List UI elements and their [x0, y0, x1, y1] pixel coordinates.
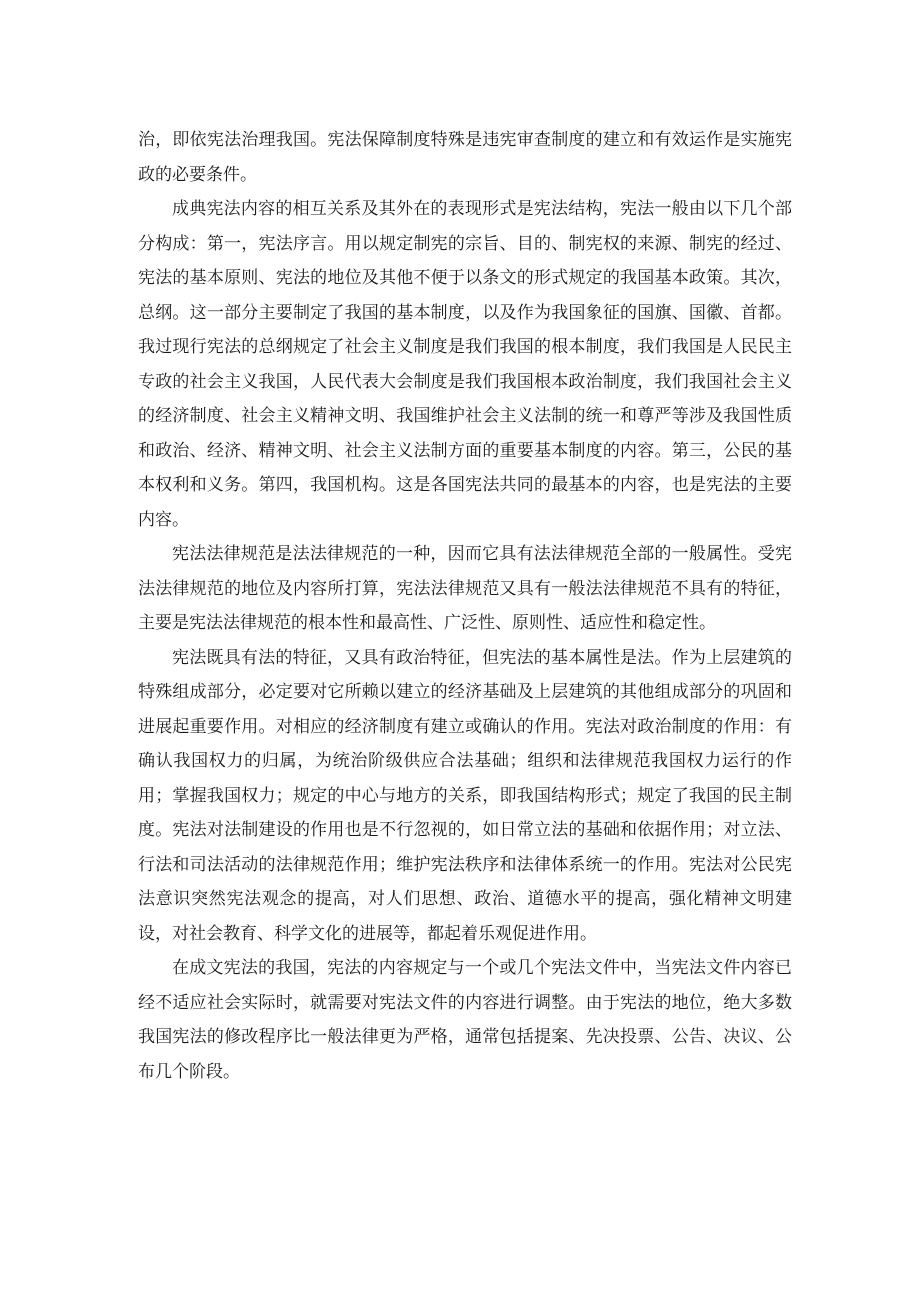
paragraph-5: 在成文宪法的我国，宪法的内容规定与一个或几个宪法文件中，当宪法文件内容已经不适应社会实际时，就需要对宪法文件的内容进行调整。由于宪法的地位，绝大多数我国宪法的修改程序比一般法律更为严格，通常包括提案、先决投票、公告、决议、公布几个阶段。	[138, 958, 792, 1082]
paragraph-1: 治，即依宪法治理我国。宪法保障制度特殊是违宪审查制度的建立和有效运作是实施宪政的必要条件。	[138, 130, 792, 185]
paragraph-4: 宪法既具有法的特征，又具有政治特征，但宪法的基本属性是法。作为上层建筑的特殊组成部分，必定要对它所赖以建立的经济基础及上层建筑的其他组成部分的巩固和进展起重要作用。对相应的经济制度有建立或确认的作用。宪法对政治制度的作用：有确认我国权力的归属，为统治阶级供应合法基础；组织和法律规范我国权力运行的作用；掌握我国权力；规定的中心与地方的关系，即我国结构形式；规定了我国的民主制度。宪法对法制建设的作用也是不行忽视的，如日常立法的基础和依据作用；对立法、行法和司法活动的法律规范作用；维护宪法秩序和法律体系统一的作用。宪法对公民宪法意识突然宪法观念的提高，对人们思想、政治、道德水平的提高，强化精神文明建设，对社会教育、科学文化的进展等，都起着乐观促进作用。	[138, 647, 792, 944]
paragraph-3: 宪法法律规范是法法律规范的一种，因而它具有法法律规范全部的一般属性。受宪法法律规范的地位及内容所打算，宪法法律规范又具有一般法法律规范不具有的特征，主要是宪法法律规范的根本性和最高性、广泛性、原则性、适应性和稳定性。	[138, 544, 792, 633]
document-body	[138, 123, 792, 1089]
paragraph-2: 成典宪法内容的相互关系及其外在的表现形式是宪法结构，宪法一般由以下几个部分构成：第一，宪法序言。用以规定制宪的宗旨、目的、制宪权的来源、制宪的经过、宪法的基本原则、宪法的地位及其他不便于以条文的形式规定的我国基本政策。其次，总纲。这一部分主要制定了我国的基本制度，以及作为我国象征的国旗、国徽、首都。我过现行宪法的总纲规定了社会主义制度是我们我国的根本制度，我们我国是人民民主专政的社会主义我国，人民代表大会制度是我们我国根本政治制度，我们我国社会主义的经济制度、社会主义精神文明、我国维护社会主义法制的统一和尊严等涉及我国性质和政治、经济、精神文明、社会主义法制方面的重要基本制度的内容。第三，公民的基本权利和义务。第四，我国机构。这是各国宪法共同的最基本的内容，也是宪法的主要内容。	[138, 199, 792, 530]
